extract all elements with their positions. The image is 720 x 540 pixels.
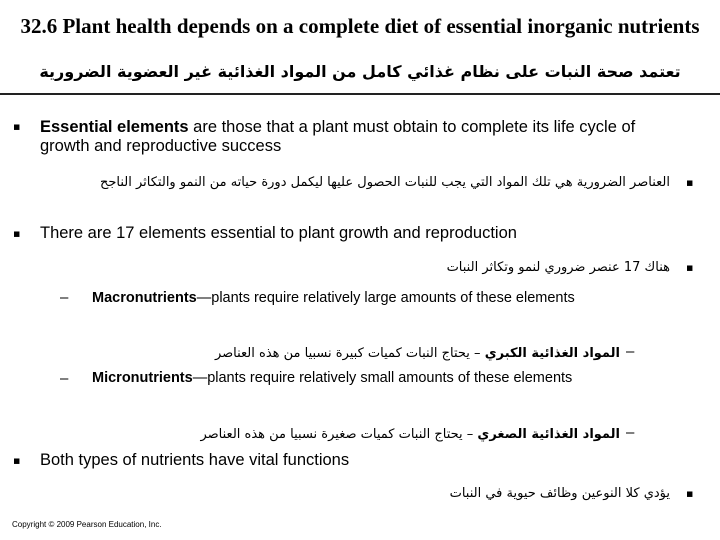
- sub-bullet-macronutrients-arabic: المواد الغذائية الكبري – يحتاج النبات كميات كبيرة نسبيا من هذه العناصر: [214, 346, 620, 361]
- bullet-17-elements: There are 17 elements essential to plant growth and reproduction: [40, 224, 517, 242]
- sub-bullet-dash: –: [626, 424, 635, 441]
- bullet-essential-elements: Essential elements are those that a plant must obtain to complete its life cycle of growth and reproductive success: [40, 118, 636, 155]
- sub-bullet-micronutrients: Micronutrients—plants require relatively small amounts of these elements: [92, 370, 573, 386]
- term-micronutrients: Micronutrients: [92, 370, 193, 386]
- bullet-marker: ▪: [13, 227, 21, 240]
- bullet-marker: ▪: [686, 261, 694, 274]
- bullet-17-elements-arabic: هناك 17 عنصر ضروري لنمو وتكاثر النبات: [446, 260, 670, 275]
- sub-bullet-dash: –: [60, 370, 69, 387]
- term-essential-elements: Essential elements: [40, 118, 189, 136]
- bullet-marker: ▪: [686, 487, 694, 500]
- sub-bullet-micronutrients-arabic: المواد الغذائية الصغري – يحتاج النبات كميات صغيرة نسبيا من هذه العناصر: [200, 427, 620, 442]
- bullet-marker: ▪: [13, 454, 21, 467]
- title-divider: [0, 93, 720, 95]
- sub-bullet-dash: –: [60, 289, 69, 306]
- slide-title-arabic: تعتمد صحة النبات على نظام غذائي كامل من المواد الغذائية غير العضوية الضرورية: [39, 62, 681, 81]
- bullet-vital-functions-arabic: يؤدي كلا النوعين وظائف حيوية في النبات: [449, 486, 670, 501]
- slide-title: 32.6 Plant health depends on a complete diet of essential inorganic nutrients: [20, 14, 700, 38]
- bullet-vital-functions: Both types of nutrients have vital functions: [40, 451, 350, 469]
- copyright-notice: Copyright © 2009 Pearson Education, Inc.: [12, 520, 162, 529]
- bullet-essential-elements-arabic: العناصر الضرورية هي تلك المواد التي يجب للنبات الحصول عليها ليكمل دورة حياته من النمو والتكاثر الناجح: [99, 175, 670, 190]
- bullet-marker: ▪: [686, 176, 694, 189]
- term-macronutrients: Macronutrients: [92, 290, 197, 306]
- bullet-marker: ▪: [13, 120, 21, 133]
- sub-bullet-macronutrients: Macronutrients—plants require relatively large amounts of these elements: [92, 290, 575, 306]
- sub-bullet-dash: –: [626, 343, 635, 360]
